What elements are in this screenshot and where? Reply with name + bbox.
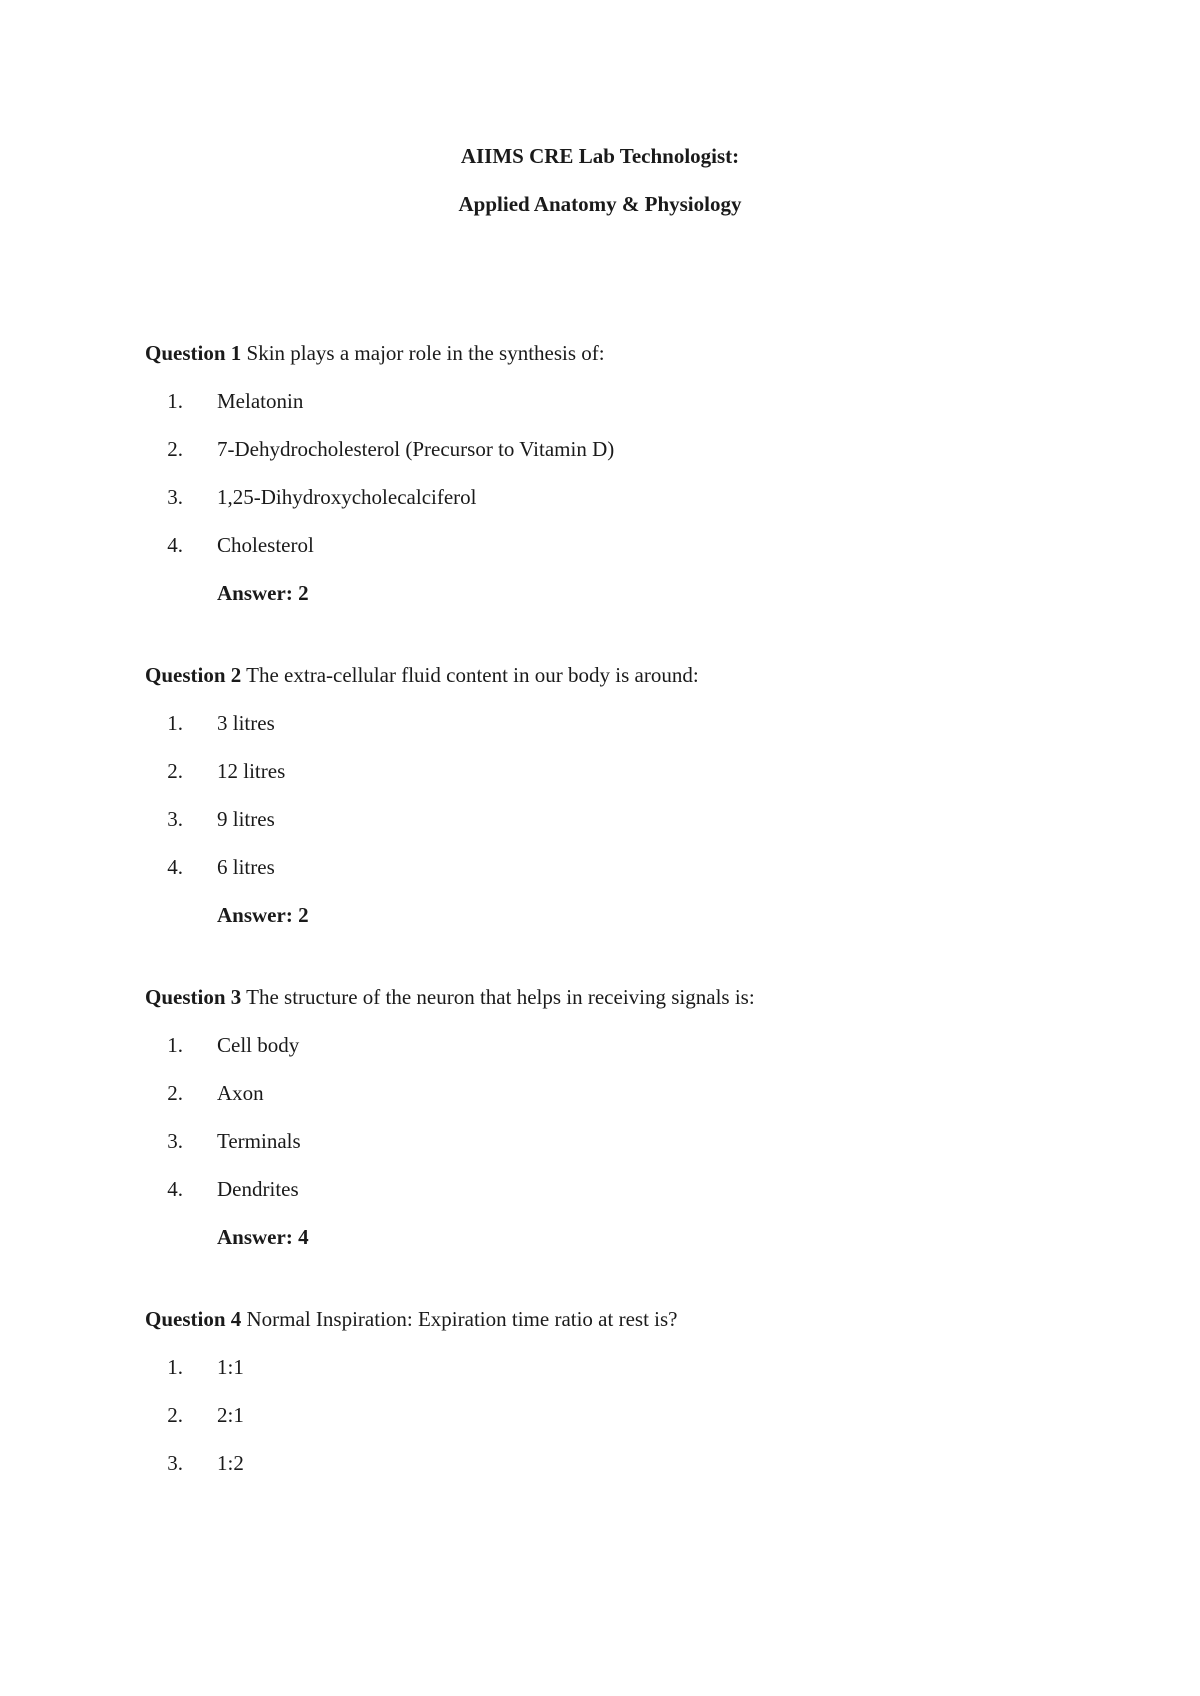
option-number: 4. — [167, 855, 183, 879]
option-number: 1. — [167, 1355, 183, 1379]
option-item — [145, 1080, 1105, 1106]
option-number: 3. — [167, 1451, 183, 1475]
question-4-text: Normal Inspiration: Expiration time ratio at rest is? — [246, 1307, 678, 1331]
option-item — [145, 806, 1105, 832]
option-text: Dendrites — [217, 1177, 299, 1201]
question-2-answer: Answer: 2 — [217, 903, 309, 927]
question-3-answer: Answer: 4 — [217, 1225, 309, 1249]
option-item — [145, 1032, 1105, 1058]
option-text: 1:2 — [217, 1451, 244, 1475]
document-subtitle: Applied Anatomy & Physiology — [458, 192, 742, 216]
option-item — [145, 1128, 1105, 1154]
question-1-prompt — [145, 340, 1105, 366]
option-number: 3. — [167, 807, 183, 831]
question-4-options — [145, 1354, 1105, 1476]
option-text: 6 litres — [217, 855, 275, 879]
question-1-options — [145, 388, 1105, 558]
option-number: 3. — [167, 485, 183, 509]
option-text: 1,25-Dihydroxycholecalciferol — [217, 485, 477, 509]
option-item — [145, 758, 1105, 784]
option-text: 3 litres — [217, 711, 275, 735]
option-number: 1. — [167, 711, 183, 735]
option-item — [145, 388, 1105, 414]
option-number: 4. — [167, 533, 183, 557]
option-text: 7-Dehydrocholesterol (Precursor to Vitamin D) — [217, 437, 615, 461]
option-text: 9 litres — [217, 807, 275, 831]
question-2-prompt — [145, 662, 1105, 688]
question-1 — [145, 340, 1105, 606]
option-number: 2. — [167, 437, 183, 461]
option-item — [145, 484, 1105, 510]
option-text: 1:1 — [217, 1355, 244, 1379]
option-item — [145, 436, 1105, 462]
question-3-options — [145, 1032, 1105, 1202]
option-item — [145, 1176, 1105, 1202]
question-3 — [145, 984, 1105, 1250]
option-text: Cell body — [217, 1033, 300, 1057]
option-text: 2:1 — [217, 1403, 244, 1427]
option-number: 2. — [167, 1081, 183, 1105]
option-number: 4. — [167, 1177, 183, 1201]
question-list — [145, 340, 1105, 1532]
question-4-prompt — [145, 1306, 1105, 1332]
question-1-label: Question 1 — [145, 341, 242, 365]
question-2-text: The extra-cellular fluid content in our body is around: — [246, 663, 699, 687]
option-text: Axon — [217, 1081, 264, 1105]
option-text: Cholesterol — [217, 533, 314, 557]
question-3-prompt — [145, 984, 1105, 1010]
option-number: 2. — [167, 1403, 183, 1427]
document-title: AIIMS CRE Lab Technologist: — [460, 144, 740, 168]
option-number: 1. — [167, 1033, 183, 1057]
option-item — [145, 532, 1105, 558]
option-item — [145, 1450, 1105, 1476]
question-2-options — [145, 710, 1105, 880]
document-header — [0, 143, 1200, 217]
question-1-answer: Answer: 2 — [217, 581, 309, 605]
option-item — [145, 854, 1105, 880]
option-text: Terminals — [217, 1129, 301, 1153]
option-text: Melatonin — [217, 389, 304, 413]
question-4-label: Question 4 — [145, 1307, 242, 1331]
option-number: 2. — [167, 759, 183, 783]
option-item — [145, 1402, 1105, 1428]
question-3-text: The structure of the neuron that helps in receiving signals is: — [246, 985, 755, 1009]
question-1-text: Skin plays a major role in the synthesis of: — [246, 341, 605, 365]
question-3-label: Question 3 — [145, 985, 242, 1009]
option-text: 12 litres — [217, 759, 286, 783]
option-item — [145, 1354, 1105, 1380]
option-number: 3. — [167, 1129, 183, 1153]
option-number: 1. — [167, 389, 183, 413]
question-2 — [145, 662, 1105, 928]
question-2-label: Question 2 — [145, 663, 242, 687]
question-4 — [145, 1306, 1105, 1476]
option-item — [145, 710, 1105, 736]
